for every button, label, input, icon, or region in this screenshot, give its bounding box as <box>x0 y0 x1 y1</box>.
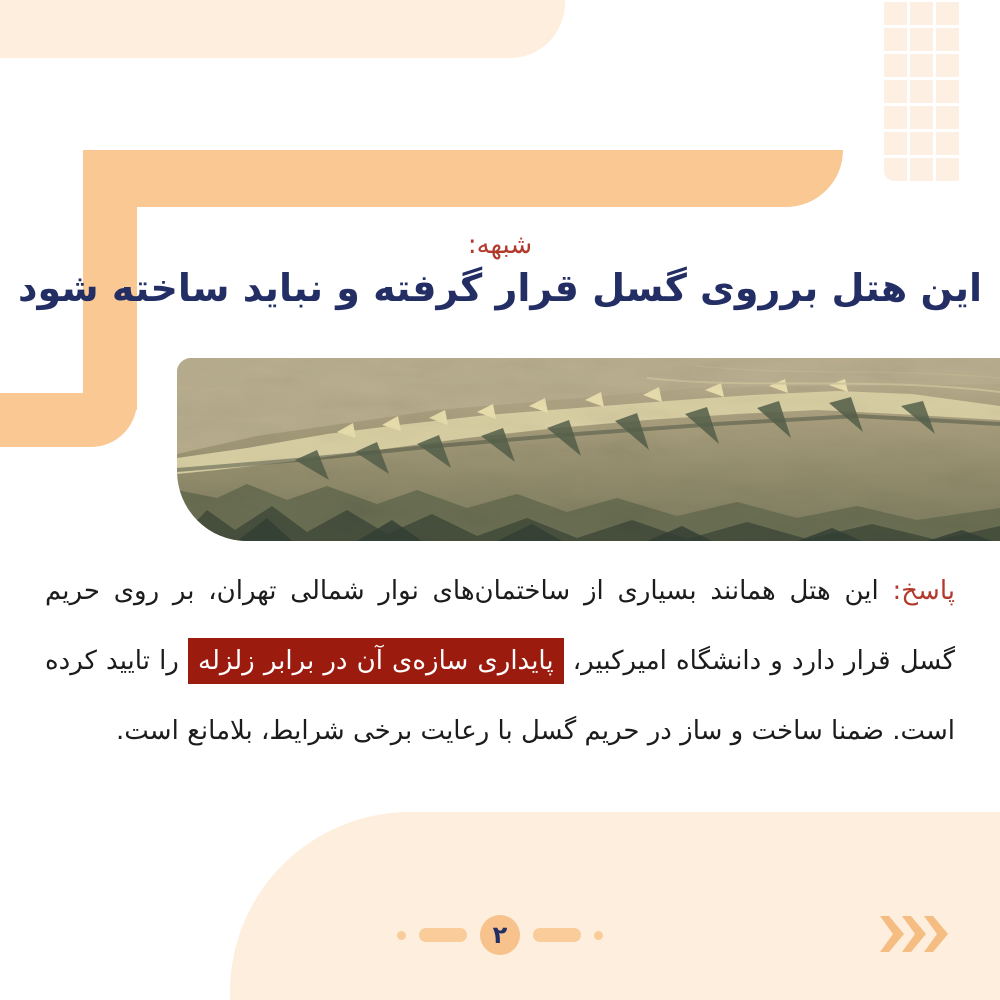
grid-square <box>936 132 959 155</box>
answer-paragraph <box>45 556 955 766</box>
grid-square <box>936 28 959 51</box>
top-right-dot-grid-decoration <box>884 2 959 181</box>
pagination-dot-right <box>594 931 603 940</box>
pagination-dash-right <box>533 928 581 942</box>
page-number: ۲ <box>492 921 508 949</box>
page-indicator <box>397 915 603 955</box>
grid-square <box>884 132 907 155</box>
bottom-panel-decoration <box>230 812 1000 1000</box>
grid-square <box>936 54 959 77</box>
grid-square <box>910 28 933 51</box>
answer-label: پاسخ: <box>892 576 955 606</box>
grid-square <box>936 158 959 181</box>
grid-square <box>884 106 907 129</box>
answer-line-1-text: این هتل همانند بسیاری از ساختمان‌های نوار شمالی تهران، بر روی حریم <box>45 576 893 606</box>
grid-square <box>936 2 959 25</box>
answer-line-2 <box>45 626 955 696</box>
grid-square <box>910 106 933 129</box>
pagination-dash-left <box>419 928 467 942</box>
answer-line-1 <box>45 556 955 626</box>
pagination-dot-left <box>397 931 406 940</box>
grid-square <box>910 54 933 77</box>
corner-frame-top-bar-decoration <box>83 150 843 207</box>
next-arrows-icon <box>880 916 950 956</box>
grid-square <box>936 106 959 129</box>
grid-square <box>884 28 907 51</box>
fault-aerial-photo <box>177 358 1000 541</box>
answer-line-2-text-start: گسل قرار دارد و دانشگاه امیرکبیر، <box>563 646 955 676</box>
grid-square <box>884 54 907 77</box>
top-left-band-decoration <box>0 0 565 58</box>
grid-square <box>884 158 907 181</box>
claim-label: شبهه: <box>467 230 533 260</box>
page-number-badge <box>480 915 520 955</box>
answer-line-2-text-end: را تایید کرده <box>45 646 188 676</box>
answer-line-3: است. ضمنا ساخت و ساز در حریم گسل با رعایت برخی شرایط، بلامانع است. <box>116 716 955 746</box>
grid-square <box>884 80 907 103</box>
grid-square <box>884 2 907 25</box>
claim-title: این هتل برروی گسل قرار گرفته و نباید ساخته شود <box>17 266 982 310</box>
grid-square <box>910 2 933 25</box>
highlighted-phrase: پایداری سازه‌ی آن در برابر زلزله <box>188 638 564 684</box>
corner-frame-bottom-bar-decoration <box>0 393 137 447</box>
grid-square <box>910 158 933 181</box>
grid-square <box>910 132 933 155</box>
grid-square <box>910 80 933 103</box>
grid-square <box>936 80 959 103</box>
